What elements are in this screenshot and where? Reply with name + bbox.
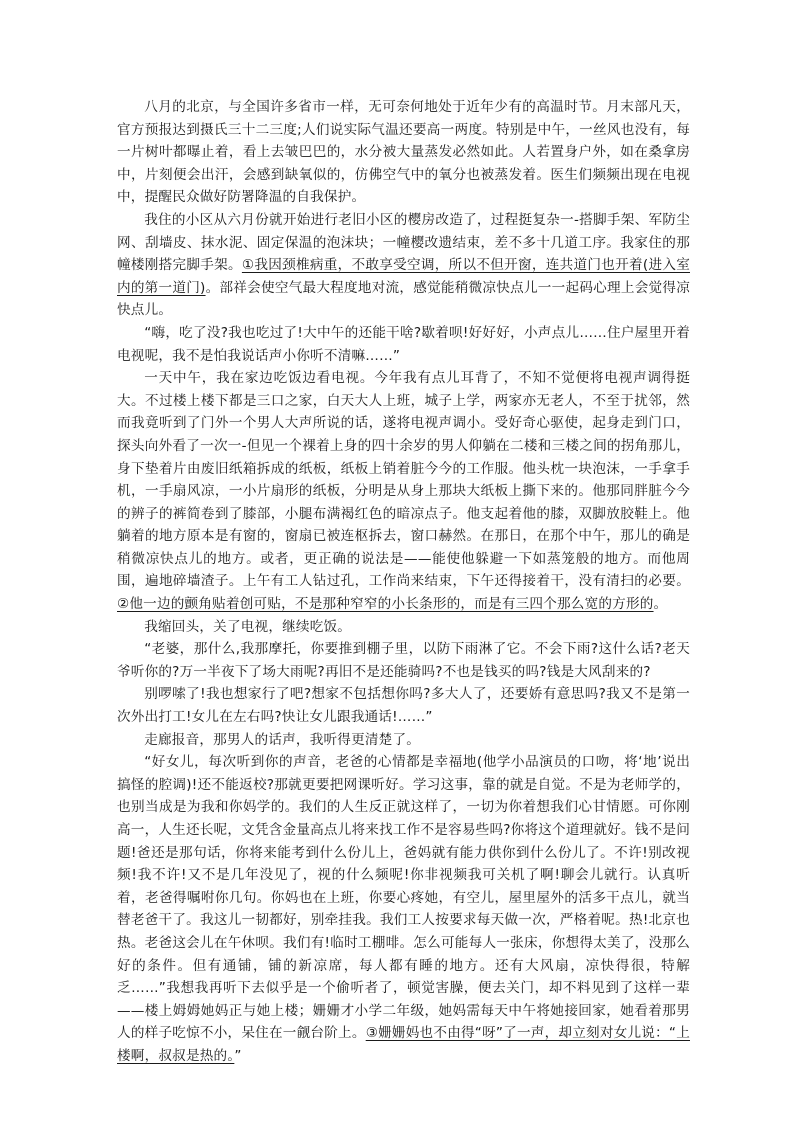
text-run: 一天中午，我在家边吃饭边看电视。今年我有点儿耳背了，不知不觉便将电视声调得挺大。不过楼上楼下都是三口之家，白天大人上班，城子上学，两家亦无老人，不至于扰邻，然而我竟听到了门外一个男人大声所说的话，遂将电视声调小。受好奇心驱使，起身走到门口，探头向外看了一次一-但见一个裸着上身的四十余岁的男人仰躺在二楼和三楼之间的拐角那儿，身下垫着片由废旧纸箱拆成的纸板，纸板上销着脏今今的工作服。他头枕一块泡沫，一手拿手机，一手扇风凉，一小片扇形的纸板，分明是从身上那块大纸板上撕下来的。他那同胖脏今今的辨子的裤简卷到了膝部，小腿布满褐红色的暗凉点子。他支起着他的膝，双脚放胶鞋上。他躺着的地方原本是有窗的，窗扇已被连枢拆去，窗口赫然。在那日，在那个中午，那儿的确是稍微凉快点儿的地方。或者，更正确的说法是——能使他躲避一下如蒸笼般的地方。而他周围，遍地碎墙渣子。上午有工人钻过孔，工作尚来结束，下午还得接着干，没有清扫的必要。 xyxy=(117,370,690,590)
text-run: “嗨，吃了没?我也吃过了!大中午的还能干啥?歇着呗!好好好，小声点儿……住户屋里开着电视呢，我不是怕我说话声小你听不清嘛……” xyxy=(117,324,690,364)
underlined-passage: ①我因颈椎病重，不敢享受空调，所以不但开窗，连共道门也开着(进入室内的第一道门) xyxy=(117,257,690,296)
text-run: 。 xyxy=(653,596,668,613)
paragraph xyxy=(117,638,690,683)
text-run: 走廊报音，那男人的话声，我听得更清楚了。 xyxy=(144,731,421,748)
text-run: 八月的北京，与全国许多省市一样，无可奈何地处于近年少有的高温时节。月末部凡天，官方预报达到摄氏三十二三度;人们说实际气温还要高一两度。特别是中午，一丝风也没有，每一片树叶都曝止着，看上去皱巴巴的，水分被大量蒸发必然如此。人若置身户外，如在桑拿房中，片刻便会出汗，会感到缺氧似的，仿佛空气中的氧分也被蒸发着。医生们频频出现在电视中，提醒民众做好防署降温的自我保护。 xyxy=(117,99,690,206)
text-run: 我缩回头，关了电视，继续吃饭。 xyxy=(144,618,352,635)
underlined-passage: ②他一边的颤角贴着创可贴，不是那种窄窄的小长条形的，而是有三四个那么宽的方形的 xyxy=(117,596,654,613)
article-body xyxy=(117,96,690,1068)
paragraph xyxy=(117,683,690,728)
text-run: “老婆，那什么,我那摩托，你要推到棚子里，以防下雨淋了它。不会下雨?这什么话?老天爷听你的?万一半夜下了场大雨呢?再旧不是还能骑吗?不也是钱买的吗?钱是大风刮来的? xyxy=(117,641,690,680)
paragraph xyxy=(117,209,690,322)
paragraph xyxy=(117,616,690,639)
text-run: 别啰嗦了!我也想家行了吧?想家不包括想你吗?多大人了，还要娇有意思吗?我又不是第一次外出打工!女儿在左右吗?快让女儿跟我通话!……” xyxy=(117,686,690,726)
paragraph xyxy=(117,96,690,209)
text-run: “好女儿，每次听到你的声音，老爸的心情都是幸福地(他学小品演员的口吻，将‘地’说出搞怪的腔调)!还不能返校?那就更要把网课听好。学习这事，靠的就是自觉。不是为老师学的，也别当成是为我和你妈学的。我们的人生反正就这样了，一切为你着想我们心甘情愿。可你刚高一，人生还长呢，文凭含金量高点儿将来找工作不是容易些吗?你将这个道理就好。钱不是问题!爸还是那句话，你将来能考到什么份儿上，爸妈就有能力供你到什么份儿了。不许!别改视频!我不许!又不是几年没见了，视的什么频呢!你非视频我可关机了啊!聊会儿就行。认真听着，老爸得嘱咐你几句。你妈也在上班，你要心疼她，有空儿，屋里屋外的活多干点儿，就当替老爸干了。我这儿一韧都好，别牵挂我。我们工人按要求每天做一次，严格着呢。热!北京也热。老爸这会儿在午休呗。我们有!临时工棚啡。怎么可能每人一张床，你想得太美了，没那么好的条件。但有通铺，铺的新凉席，每人都有睡的地方。还有大风扇，凉快得很，特解乏……”我想我再听下去似乎是一个偷听者了，顿觉害臊，便去关门，却不料见到了这样一辈——楼上姆姆她妈正与她上楼；姗姗才小学二年级，她妈需每天中午将她接回家，她看着那男人的样子吃惊不小，呆住在一觎台阶上。 xyxy=(117,754,690,1042)
text-run: ” xyxy=(234,1047,242,1064)
paragraph xyxy=(117,729,690,752)
paragraph xyxy=(117,751,690,1067)
paragraph xyxy=(117,322,690,367)
text-run: 。部祥会使空气最大程度地对流，感觉能稍微凉快点儿一一起码心理上会觉得凉快点儿。 xyxy=(117,279,691,319)
underlined-passage: ③姗姗妈也不由得“呀”了一声，却立刻对女儿说：“上楼啊，叔叔是热的。 xyxy=(117,1025,690,1064)
paragraph xyxy=(117,367,690,616)
text-run: 我住的小区从六月份就开始进行老旧小区的樱房改造了，过程挺复杂一-搭脚手架、军防尘网、刮墙皮、抹水泥、固定保温的泡沫块；一幢樱改遗结束，差不多十几道工序。我家住的那幢楼刚搭完脚手架。 xyxy=(117,211,690,274)
